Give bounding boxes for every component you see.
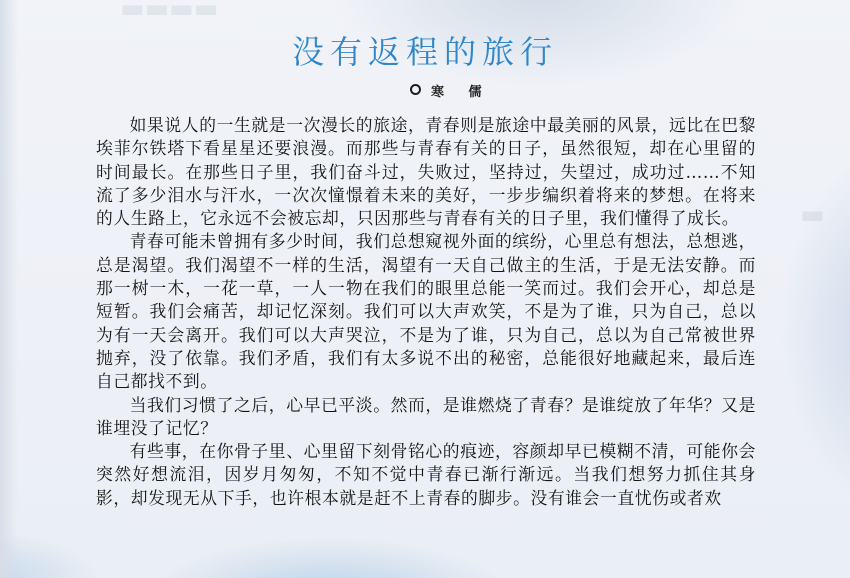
paragraph: 青春可能未曾拥有多少时间，我们总想窥视外面的缤纷，心里总有想法，总想逃，总是渴望。我们渴望不一样的生活，渴望有一天自己做主的生活，于是无法安静。而那一树一木，一花一草，一人一物在我们的眼里总能一笑而过。我们会开心，却总是短暂。我们会痛苦，却记忆深刻。我们可以大声欢笑，不是为了谁，只为自己，总以为有一天会离开。我们可以大声哭泣，不是为了谁，只为自己，总以为自己常被世界抛弃，没了依靠。我们矛盾，我们有太多说不出的秘密，总能很好地藏起来，最后连自己都找不到。 (96, 231, 756, 392)
paragraph: 有些事，在你骨子里、心里留下刻骨铭心的痕迹，容颜却早已模糊不清，可能你会突然好想流泪，因岁月匆匆，不知不觉中青春已渐行渐远。当我们想努力抓住其身影，却发现无从下手，也许根本就是赶不上青春的脚步。没有谁会一直忧伤或者欢 (96, 441, 756, 508)
bleed-through-text: ▬ (800, 200, 825, 230)
article-title: 没有返程的旅行 (291, 33, 558, 71)
paragraph: 当我们习惯了之后，心早已平淡。然而，是谁燃烧了青春？是谁绽放了年华？又是谁埋没了记忆？ (96, 394, 756, 438)
article-body (96, 114, 756, 510)
author-name: 寒 儒 (431, 85, 492, 100)
bleed-through-text: ▬▬▬▬ (120, 0, 219, 24)
paragraph: 如果说人的一生就是一次漫长的旅途，青春则是旅途中最美丽的风景，远比在巴黎埃菲尔铁塔下看星星还要浪漫。而那些与青春有关的日子，虽然很短，却在心里留的时间最长。在那些日子里，我们奋斗过，失败过，坚持过，失望过，成功过……不知流了多少泪水与汗水，一次次憧憬着未来的美好，一步步编织着将来的梦想。在将来的人生路上，它永远不会被忘却，只因那些与青春有关的日子里，我们懂得了成长。 (96, 115, 756, 229)
page-edge-shadow (0, 0, 18, 578)
author-line (410, 84, 492, 102)
circle-bullet-icon (410, 84, 421, 95)
